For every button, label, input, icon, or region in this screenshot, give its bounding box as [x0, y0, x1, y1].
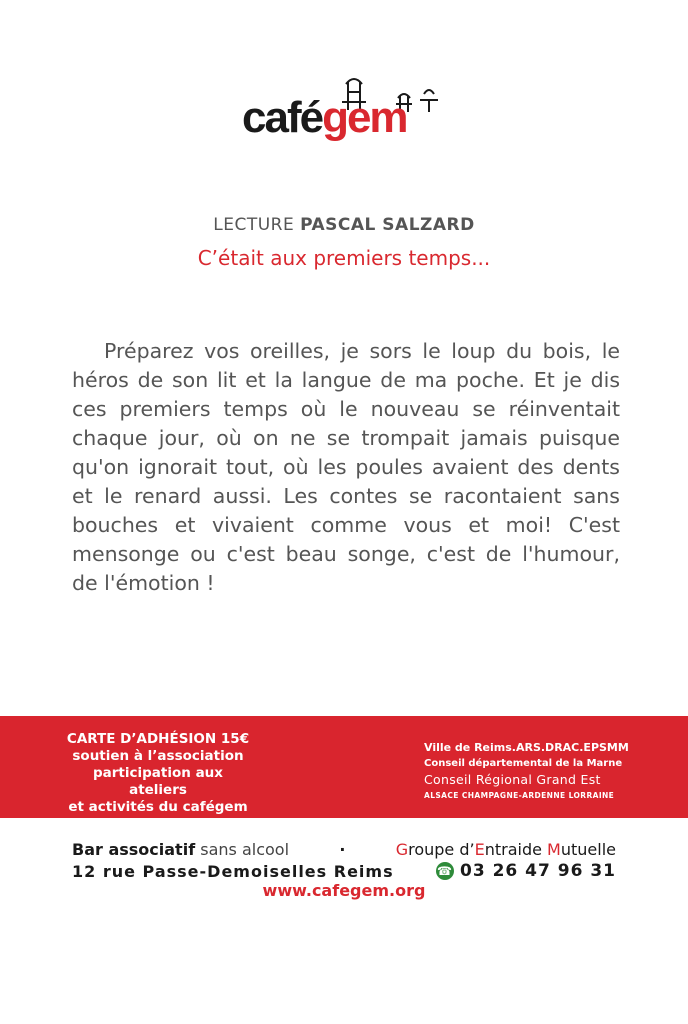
bar-description — [72, 840, 289, 859]
website-link[interactable]: www.cafegem.org — [262, 881, 426, 900]
gem-name — [396, 840, 616, 859]
membership-line: CARTE D’ADHÉSION 15€ — [66, 731, 250, 747]
bar-label: Bar associatif — [72, 839, 196, 859]
gem-text: roupe d’ — [408, 839, 475, 859]
description-paragraph: Préparez vos oreilles, je sors le loup du bois, le héros de son lit et la langue de ma poche. Et je dis ces premiers temps où le nouveau se réinventait chaque jour, où on ne se trompait jamais puisque qu'on ignorait tout, où les poules avaient des dents et le renard aussi. Les contes se racontaient sans bouches et vivaient comme vous et moi! C'est mensonge ou c'est beau songe, c'est de l'humour, de l'émotion ! — [72, 339, 620, 595]
gem-letter: G — [395, 839, 409, 859]
partner-line: Conseil départemental de la Marne — [424, 758, 623, 769]
event-heading — [0, 215, 688, 235]
gem-letter: E — [474, 839, 485, 859]
phone[interactable] — [436, 861, 616, 881]
footer-row-1 — [72, 838, 616, 860]
event-description — [72, 337, 620, 598]
footer-row-2 — [72, 860, 616, 882]
bar-suffix: sans alcool — [200, 839, 290, 859]
logo-cafe: café — [242, 93, 323, 142]
partner-line: Conseil Régional Grand Est — [424, 772, 601, 787]
gem-letter: M — [547, 839, 561, 859]
gem-text: utuelle — [560, 839, 616, 859]
info-band — [0, 716, 688, 818]
logo-wordmark — [242, 93, 407, 142]
membership-line: soutien à l’association — [72, 748, 244, 764]
event-subtitle: C’était aux premiers temps... — [197, 246, 491, 270]
logo-gem: gem — [322, 93, 407, 142]
contact-footer — [72, 838, 616, 882]
partner-line: Ville de Reims.ARS.DRAC.EPSMM — [424, 741, 629, 754]
membership-line: participation aux ateliers — [92, 765, 223, 798]
phone-icon: ☎ — [437, 864, 453, 878]
separator-dot: · — [339, 839, 346, 859]
heading-prefix: LECTURE — [213, 215, 295, 235]
partners-info — [424, 740, 629, 804]
address: 12 rue Passe-Demoiselles Reims — [72, 861, 394, 881]
partner-line: ALSACE CHAMPAGNE-ARDENNE LORRAINE — [424, 791, 615, 800]
phone-number: 03 26 47 96 31 — [460, 861, 616, 881]
performer-name: PASCAL SALZARD — [300, 215, 475, 235]
gem-text: ntraide — [484, 839, 548, 859]
membership-line: et activités du cafégem — [68, 799, 248, 815]
membership-info — [62, 731, 254, 816]
cafegem-logo — [238, 72, 448, 162]
